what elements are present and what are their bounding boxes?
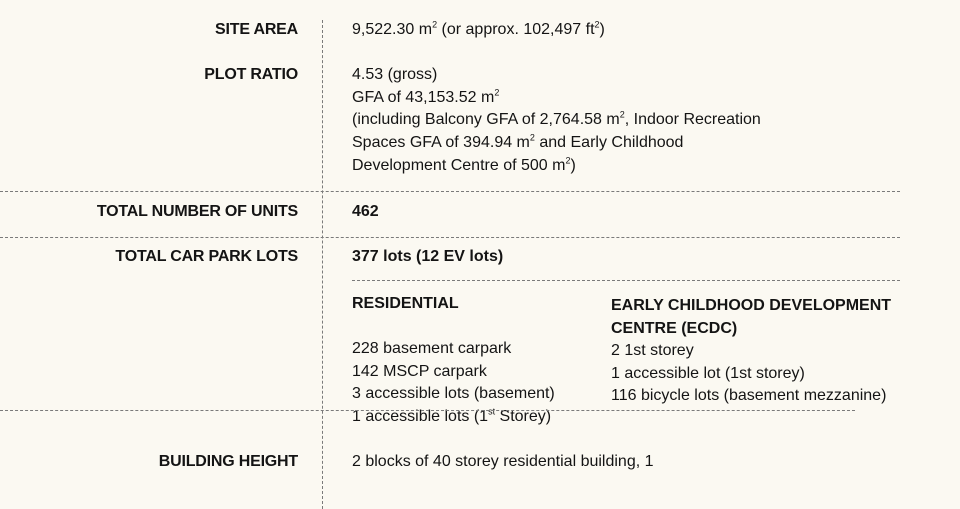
car-park-value: 377 lots (12 EV lots) [352, 248, 504, 265]
car-park-label: TOTAL CAR PARK LOTS [115, 248, 298, 265]
site-area-label: SITE AREA [215, 21, 298, 38]
row-divider [0, 410, 855, 411]
plot-ratio-label: PLOT RATIO [204, 66, 298, 83]
plot-ratio-line: Spaces GFA of 394.94 $m^2$ and Early Childhood [352, 132, 684, 152]
ecdc-heading-line: CENTRE (ECDC) [611, 319, 738, 337]
ecdc-heading-line: EARLY CHILDHOOD DEVELOPMENT [611, 297, 892, 314]
plot-ratio-value [352, 64, 761, 178]
residential-heading: RESIDENTIAL [352, 295, 459, 312]
list-item: 1 accessible lots (1st Storey) [352, 406, 552, 426]
total-units-value: 462 [352, 203, 379, 220]
list-item: 2 1st storey [611, 342, 694, 359]
list-item: 116 bicycle lots (basement mezzanine) [611, 387, 887, 405]
total-units-label: TOTAL NUMBER OF UNITS [96, 203, 298, 220]
list-item: 142 MSCP carpark [352, 362, 487, 380]
building-height-label: BUILDING HEIGHT [158, 453, 298, 470]
building-height-value: 2 blocks of 40 storey residential building, 1 [352, 453, 654, 470]
list-item: 1 accessible lot (1st storey) [611, 364, 805, 382]
column-divider [322, 20, 323, 509]
list-item: 3 accessible lots (basement) [352, 385, 555, 403]
sub-divider [352, 280, 900, 281]
row-divider [0, 191, 900, 192]
site-area-value: 9,522.30 $m^2$ (or approx. 102,497 $ft^2$) [352, 19, 605, 38]
ecdc-heading [611, 295, 891, 340]
ecdc-list [611, 340, 886, 408]
plot-ratio-line: 4.53 (gross) [352, 66, 438, 83]
row-divider [0, 237, 900, 238]
plot-ratio-line: (including Balcony GFA of 2,764.58 $m^2$, Indoor Recreation [352, 110, 761, 129]
plot-ratio-line: GFA of 43,153.52 $m^2$ [352, 87, 500, 106]
plot-ratio-line: Development Centre of 500 $m^2$) [352, 155, 576, 174]
residential-list [352, 338, 555, 429]
list-item: 228 basement carpark [352, 340, 512, 357]
